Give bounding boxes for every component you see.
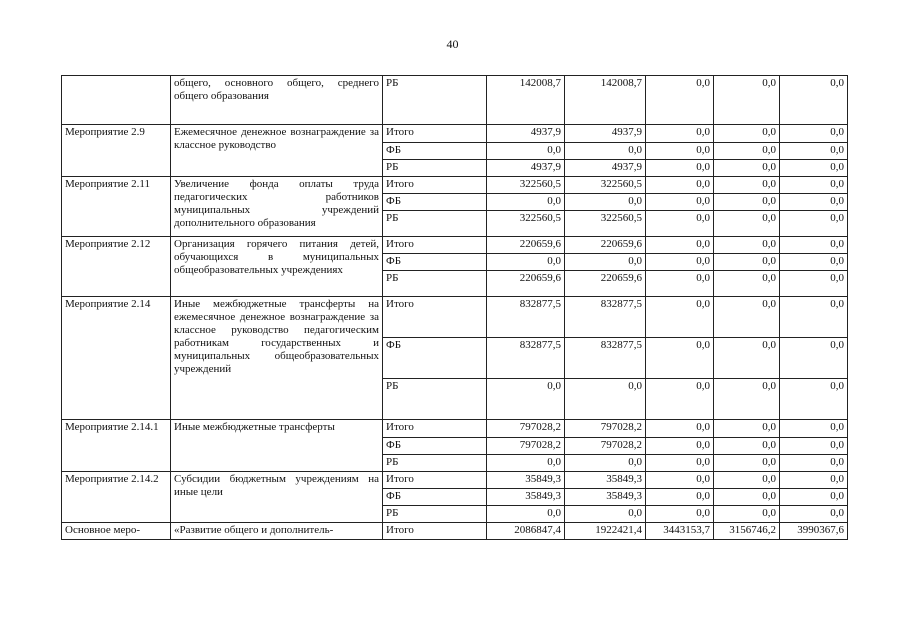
value-cell: 0,0 <box>780 143 848 160</box>
value-cell: 0,0 <box>646 438 714 455</box>
value-cell: 0,0 <box>646 297 714 338</box>
source-cell: ФБ <box>383 338 487 379</box>
value-cell: 832877,5 <box>487 297 565 338</box>
value-cell: 0,0 <box>565 506 646 523</box>
value-cell: 0,0 <box>780 472 848 489</box>
source-cell: ФБ <box>383 254 487 271</box>
value-cell: 0,0 <box>714 338 780 379</box>
source-cell: ФБ <box>383 143 487 160</box>
value-cell: 3990367,6 <box>780 523 848 540</box>
value-cell: 0,0 <box>714 297 780 338</box>
value-cell: 0,0 <box>646 211 714 237</box>
value-cell: 0,0 <box>714 455 780 472</box>
value-cell: 0,0 <box>565 254 646 271</box>
value-cell: 0,0 <box>565 194 646 211</box>
value-cell: 0,0 <box>714 254 780 271</box>
value-cell: 0,0 <box>646 125 714 143</box>
value-cell: 0,0 <box>487 379 565 420</box>
value-cell: 220659,6 <box>487 237 565 254</box>
value-cell: 797028,2 <box>565 420 646 438</box>
source-cell: Итого <box>383 420 487 438</box>
event-cell <box>62 76 171 125</box>
value-cell: 0,0 <box>646 254 714 271</box>
value-cell: 0,0 <box>714 211 780 237</box>
value-cell: 0,0 <box>780 506 848 523</box>
value-cell: 0,0 <box>487 143 565 160</box>
source-cell: РБ <box>383 379 487 420</box>
event-name-cell: Иные межбюджетные трансферты на ежемесячное денежное вознаграждение за классное руководство педагогическим работникам государственных и муниципальных общеобразовательных учреждений <box>171 297 383 420</box>
event-name-cell: Увеличение фонда оплаты труда педагогических работников муниципальных учреждений дополнительного образования <box>171 177 383 237</box>
value-cell: 0,0 <box>565 143 646 160</box>
value-cell: 322560,5 <box>565 211 646 237</box>
value-cell: 0,0 <box>646 177 714 194</box>
value-cell: 35849,3 <box>487 472 565 489</box>
source-cell: Итого <box>383 125 487 143</box>
value-cell: 0,0 <box>714 194 780 211</box>
table-row <box>62 420 848 438</box>
event-name-cell: «Развитие общего и дополнитель- <box>171 523 383 540</box>
value-cell: 0,0 <box>780 338 848 379</box>
value-cell: 2086847,4 <box>487 523 565 540</box>
value-cell: 35849,3 <box>565 489 646 506</box>
value-cell: 0,0 <box>714 506 780 523</box>
value-cell: 0,0 <box>714 76 780 125</box>
source-cell: РБ <box>383 506 487 523</box>
value-cell: 322560,5 <box>487 211 565 237</box>
table-row <box>62 237 848 254</box>
value-cell: 0,0 <box>646 237 714 254</box>
value-cell: 220659,6 <box>565 271 646 297</box>
value-cell: 4937,9 <box>565 125 646 143</box>
value-cell: 0,0 <box>714 420 780 438</box>
value-cell: 35849,3 <box>487 489 565 506</box>
value-cell: 322560,5 <box>487 177 565 194</box>
table-row <box>62 76 848 125</box>
value-cell: 0,0 <box>646 160 714 177</box>
value-cell: 0,0 <box>780 489 848 506</box>
source-cell: РБ <box>383 211 487 237</box>
value-cell: 0,0 <box>487 455 565 472</box>
value-cell: 832877,5 <box>487 338 565 379</box>
table-row <box>62 297 848 338</box>
value-cell: 0,0 <box>780 420 848 438</box>
value-cell: 0,0 <box>780 211 848 237</box>
value-cell: 0,0 <box>714 177 780 194</box>
event-cell: Основное меро- <box>62 523 171 540</box>
event-cell: Мероприятие 2.9 <box>62 125 171 177</box>
value-cell: 0,0 <box>714 237 780 254</box>
source-cell: Итого <box>383 177 487 194</box>
value-cell: 3443153,7 <box>646 523 714 540</box>
value-cell: 0,0 <box>780 125 848 143</box>
value-cell: 0,0 <box>780 379 848 420</box>
value-cell: 0,0 <box>646 143 714 160</box>
value-cell: 220659,6 <box>565 237 646 254</box>
source-cell: Итого <box>383 297 487 338</box>
event-name-cell: Организация горячего питания детей, обучающихся в муниципальных общеобразовательных учреждениях <box>171 237 383 297</box>
table-row <box>62 523 848 540</box>
value-cell: 0,0 <box>780 237 848 254</box>
value-cell: 797028,2 <box>487 438 565 455</box>
value-cell: 0,0 <box>646 506 714 523</box>
event-cell: Мероприятие 2.11 <box>62 177 171 237</box>
event-name-cell: общего, основного общего, среднего общего образования <box>171 76 383 125</box>
value-cell: 0,0 <box>487 254 565 271</box>
event-cell: Мероприятие 2.12 <box>62 237 171 297</box>
page-number: 40 <box>446 37 459 51</box>
value-cell: 142008,7 <box>487 76 565 125</box>
value-cell: 4937,9 <box>487 125 565 143</box>
value-cell: 0,0 <box>646 489 714 506</box>
source-cell: Итого <box>383 523 487 540</box>
value-cell: 0,0 <box>646 420 714 438</box>
event-cell: Мероприятие 2.14 <box>62 297 171 420</box>
event-cell: Мероприятие 2.14.2 <box>62 472 171 523</box>
value-cell: 0,0 <box>714 125 780 143</box>
budget-table-body <box>62 76 848 540</box>
value-cell: 0,0 <box>714 489 780 506</box>
value-cell: 0,0 <box>646 379 714 420</box>
source-cell: РБ <box>383 76 487 125</box>
table-row <box>62 472 848 489</box>
source-cell: РБ <box>383 160 487 177</box>
value-cell: 0,0 <box>780 76 848 125</box>
value-cell: 0,0 <box>646 472 714 489</box>
table-row <box>62 177 848 194</box>
table-row <box>62 125 848 143</box>
value-cell: 0,0 <box>646 76 714 125</box>
value-cell: 4937,9 <box>487 160 565 177</box>
event-name-cell: Ежемесячное денежное вознаграждение за классное руководство <box>171 125 383 177</box>
source-cell: Итого <box>383 472 487 489</box>
event-name-cell: Иные межбюджетные трансферты <box>171 420 383 472</box>
value-cell: 0,0 <box>780 160 848 177</box>
value-cell: 4937,9 <box>565 160 646 177</box>
event-cell: Мероприятие 2.14.1 <box>62 420 171 472</box>
value-cell: 0,0 <box>646 271 714 297</box>
value-cell: 0,0 <box>487 506 565 523</box>
value-cell: 0,0 <box>780 271 848 297</box>
value-cell: 0,0 <box>565 455 646 472</box>
value-cell: 0,0 <box>780 438 848 455</box>
source-cell: РБ <box>383 455 487 472</box>
value-cell: 142008,7 <box>565 76 646 125</box>
budget-table <box>61 75 848 540</box>
value-cell: 220659,6 <box>487 271 565 297</box>
source-cell: Итого <box>383 237 487 254</box>
value-cell: 0,0 <box>714 143 780 160</box>
value-cell: 0,0 <box>487 194 565 211</box>
value-cell: 1922421,4 <box>565 523 646 540</box>
value-cell: 0,0 <box>714 160 780 177</box>
source-cell: ФБ <box>383 194 487 211</box>
value-cell: 0,0 <box>780 177 848 194</box>
value-cell: 0,0 <box>714 271 780 297</box>
value-cell: 0,0 <box>714 472 780 489</box>
value-cell: 832877,5 <box>565 297 646 338</box>
value-cell: 322560,5 <box>565 177 646 194</box>
value-cell: 0,0 <box>714 379 780 420</box>
value-cell: 832877,5 <box>565 338 646 379</box>
value-cell: 0,0 <box>565 379 646 420</box>
source-cell: ФБ <box>383 489 487 506</box>
value-cell: 0,0 <box>780 194 848 211</box>
value-cell: 0,0 <box>714 438 780 455</box>
source-cell: РБ <box>383 271 487 297</box>
value-cell: 0,0 <box>646 455 714 472</box>
value-cell: 0,0 <box>780 455 848 472</box>
value-cell: 3156746,2 <box>714 523 780 540</box>
value-cell: 0,0 <box>780 297 848 338</box>
value-cell: 797028,2 <box>565 438 646 455</box>
event-name-cell: Субсидии бюджетным учреждениям на иные цели <box>171 472 383 523</box>
value-cell: 0,0 <box>780 254 848 271</box>
value-cell: 797028,2 <box>487 420 565 438</box>
value-cell: 0,0 <box>646 194 714 211</box>
value-cell: 35849,3 <box>565 472 646 489</box>
source-cell: ФБ <box>383 438 487 455</box>
value-cell: 0,0 <box>646 338 714 379</box>
